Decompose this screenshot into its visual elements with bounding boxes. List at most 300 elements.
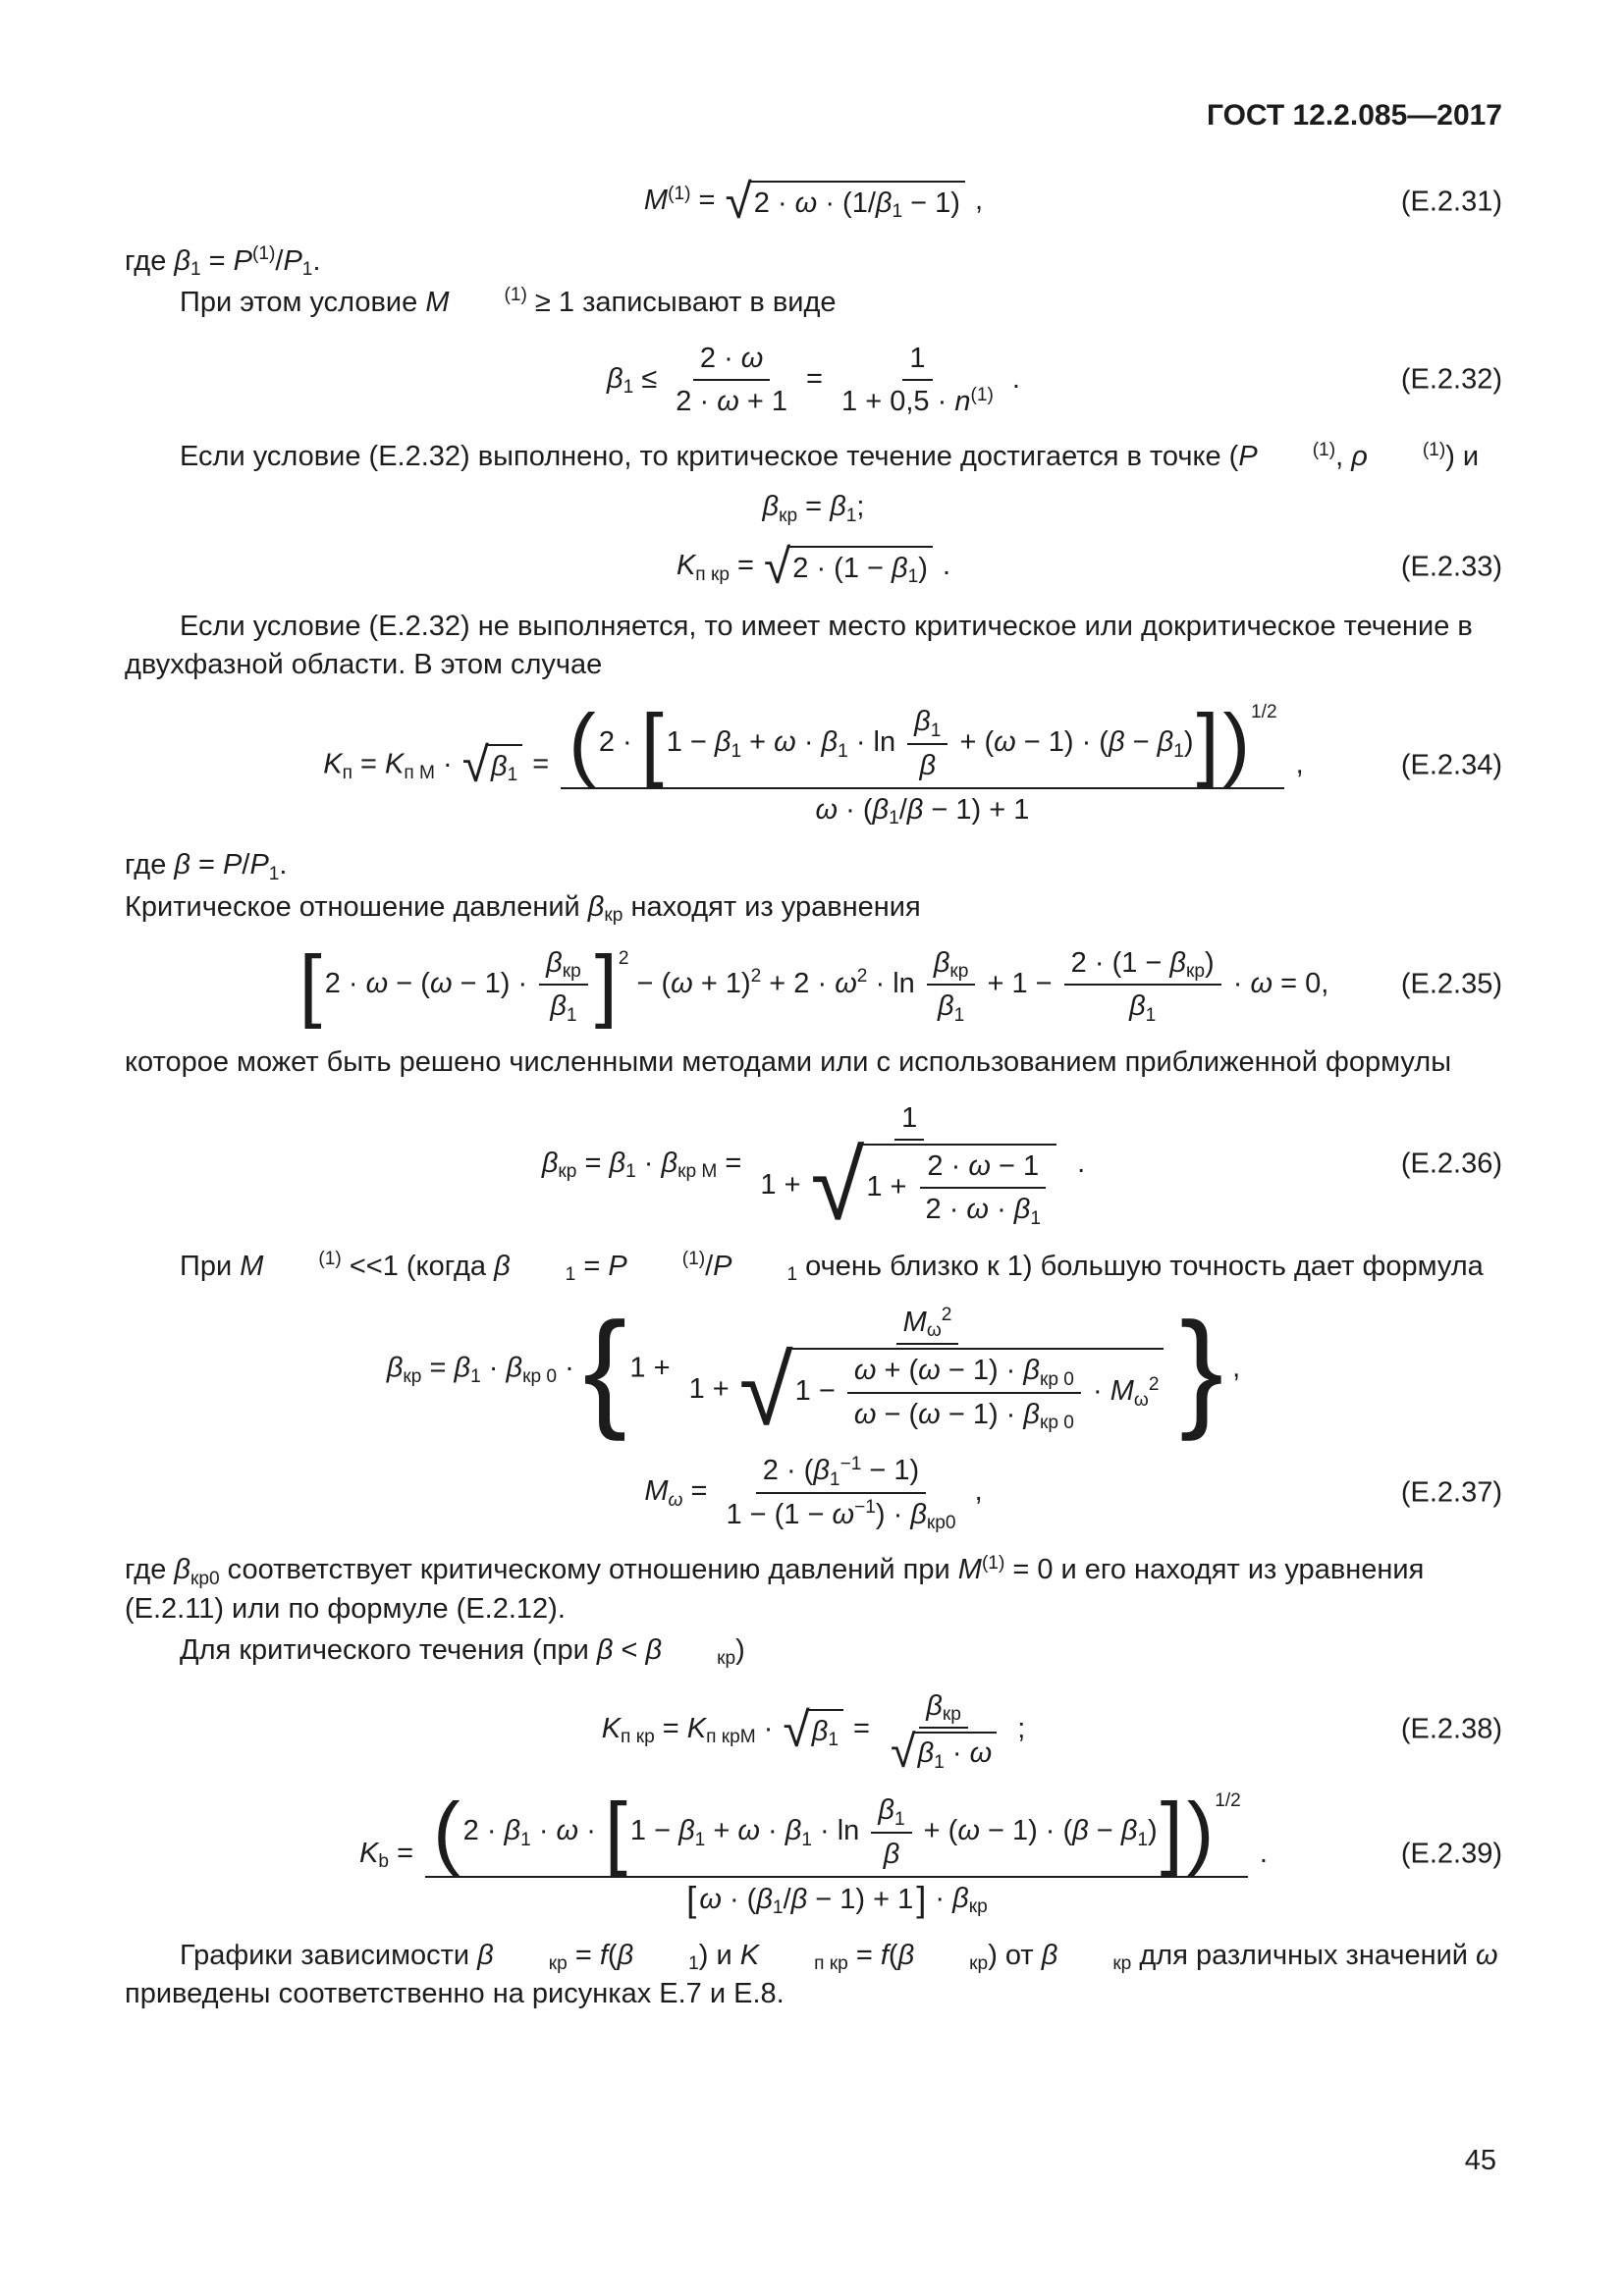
math-text: 2 bbox=[1148, 1374, 1160, 1396]
math-text: · ln bbox=[811, 1815, 868, 1847]
math-text: − 1) · bbox=[940, 1355, 1024, 1387]
page-number: 45 bbox=[1464, 2144, 1496, 2176]
math-text: . bbox=[1251, 1837, 1268, 1869]
fraction bbox=[1064, 944, 1221, 1026]
math-text: β bbox=[1120, 1815, 1138, 1847]
math-text: При этом условие bbox=[180, 286, 426, 318]
math-text: P bbox=[233, 244, 253, 277]
subscript bbox=[828, 1731, 839, 1749]
fenced-group bbox=[604, 1786, 1183, 1878]
math-text: 1 bbox=[623, 377, 634, 399]
math-text: 1 bbox=[909, 342, 926, 374]
math-text: , bbox=[966, 1475, 983, 1508]
superscript bbox=[1215, 1791, 1241, 1810]
math-text: 1 bbox=[934, 1751, 945, 1773]
math-text: кр bbox=[604, 904, 623, 926]
math-text: . bbox=[1069, 1148, 1086, 1179]
numerator bbox=[425, 1786, 1248, 1878]
subscript bbox=[567, 1006, 577, 1025]
subscript bbox=[404, 764, 435, 782]
math-text: β bbox=[661, 1148, 678, 1179]
math-text: ρ bbox=[1351, 441, 1368, 473]
math-text: 2 · bbox=[699, 342, 741, 374]
math-text: ( bbox=[888, 1939, 898, 1971]
open-fence: ( bbox=[433, 1786, 460, 1878]
denominator bbox=[669, 381, 794, 420]
math-text: 1 − bbox=[629, 1815, 679, 1847]
math-text: − 1) · bbox=[940, 1398, 1024, 1430]
math-text: ω bbox=[966, 1194, 990, 1226]
math-text: 2 · (1 − bbox=[792, 552, 893, 584]
math-text: 2 · (1 − bbox=[1070, 946, 1170, 979]
equation-number: (Е.2.36) bbox=[1400, 1148, 1502, 1180]
math-text: 1 bbox=[1137, 1829, 1149, 1850]
math-text: где bbox=[125, 849, 175, 881]
subscript bbox=[908, 567, 919, 586]
math-text: 1 bbox=[694, 1829, 706, 1850]
math-text: + 1 bbox=[738, 386, 787, 418]
math-text: 1 bbox=[301, 258, 313, 280]
numerator bbox=[693, 340, 771, 381]
math-text: ) bbox=[1205, 946, 1215, 979]
math-text: β bbox=[1013, 1194, 1031, 1226]
equation bbox=[125, 1452, 1502, 1533]
math-text: ) bbox=[735, 1633, 745, 1666]
denominator bbox=[808, 789, 1036, 828]
math-text: = bbox=[729, 550, 763, 582]
math-text: 1 bbox=[889, 808, 899, 829]
equation bbox=[125, 174, 1502, 230]
math-text: ω bbox=[737, 1815, 760, 1847]
math-text: β bbox=[607, 362, 623, 395]
math-text: ) bbox=[1148, 1815, 1158, 1847]
superscript bbox=[252, 244, 275, 263]
math-text: f bbox=[599, 1939, 608, 1971]
equation bbox=[125, 1099, 1502, 1241]
math-text: 1 bbox=[470, 1365, 481, 1387]
subscript bbox=[677, 1162, 717, 1181]
paragraph bbox=[125, 1043, 1502, 1082]
math-text: = bbox=[524, 748, 558, 780]
equation bbox=[125, 697, 1502, 829]
math-text: 1 bbox=[520, 1829, 531, 1850]
math-text: 2 · ( bbox=[762, 1455, 814, 1487]
math-text: 1 bbox=[1030, 1207, 1042, 1229]
math-text: Если условие (Е.2.32) не выполняется, то имеет место критическое или докритическое течение в двухфазной области. В этом случае bbox=[125, 610, 1473, 680]
math-text: β bbox=[906, 793, 924, 826]
math-text: β bbox=[1108, 726, 1125, 759]
fraction bbox=[682, 1304, 1173, 1446]
math-text: − 1) bbox=[861, 1455, 920, 1487]
math-text: кр bbox=[548, 1952, 568, 1974]
math-text: = bbox=[575, 1250, 609, 1282]
math-text: 2 · bbox=[324, 967, 366, 999]
math-text: n bbox=[954, 386, 971, 418]
superscript bbox=[840, 1455, 862, 1473]
fraction bbox=[561, 697, 1283, 829]
subscript bbox=[190, 1570, 220, 1588]
math-line bbox=[359, 1786, 1268, 1920]
math-text: кр bbox=[403, 1365, 422, 1387]
math-line bbox=[541, 1099, 1086, 1241]
denominator bbox=[882, 1726, 1005, 1778]
equation-number: (Е.2.31) bbox=[1400, 185, 1502, 217]
math-text: . bbox=[1003, 362, 1020, 395]
subscript bbox=[927, 1321, 942, 1340]
math-text: = bbox=[690, 185, 724, 217]
math-text: · bbox=[530, 1815, 557, 1847]
math-text: кр bbox=[949, 961, 969, 983]
math-text: При bbox=[180, 1250, 241, 1282]
math-text: 1 bbox=[189, 258, 201, 280]
math-text: ω bbox=[429, 967, 453, 999]
math-text: кр bbox=[1112, 1952, 1132, 1974]
math-text: (1) bbox=[681, 1249, 706, 1270]
fraction bbox=[871, 1791, 911, 1873]
superscript bbox=[263, 1250, 341, 1268]
math-text: = bbox=[682, 1475, 716, 1508]
subscript bbox=[669, 1491, 683, 1510]
math-text: = bbox=[200, 244, 234, 277]
math-text: / bbox=[898, 793, 907, 826]
math-text: P bbox=[283, 244, 302, 277]
subscript bbox=[508, 766, 518, 784]
subscript bbox=[931, 721, 942, 740]
radicand bbox=[750, 181, 965, 223]
math-text: ) bbox=[918, 552, 928, 584]
math-line bbox=[676, 539, 951, 595]
math-text: β bbox=[1129, 990, 1146, 1023]
subscript bbox=[830, 1470, 840, 1489]
math-text: M bbox=[643, 185, 669, 217]
math-text: β bbox=[541, 1148, 559, 1179]
fence-body bbox=[626, 1304, 1179, 1446]
fenced-group bbox=[582, 1295, 1224, 1446]
math-text: кр bbox=[942, 1704, 961, 1726]
math-text: = 0, bbox=[1272, 967, 1329, 999]
math-text: β bbox=[892, 552, 908, 584]
math-text: P bbox=[1238, 441, 1258, 473]
math-text: (1) bbox=[981, 1552, 1005, 1574]
math-text: Критическое отношение давлений bbox=[125, 890, 588, 923]
numerator bbox=[919, 1687, 968, 1729]
document-header: ГОСТ 12.2.085—2017 bbox=[1206, 99, 1502, 132]
math-text: . bbox=[934, 550, 951, 582]
math-text: кр bbox=[717, 1648, 736, 1670]
math-text: / bbox=[275, 244, 284, 277]
math-text: − bbox=[1088, 1815, 1121, 1847]
equation-number: (Е.2.33) bbox=[1400, 550, 1502, 582]
math-text: P bbox=[249, 849, 269, 881]
radical-sign: √ bbox=[891, 1726, 916, 1778]
math-text: β bbox=[490, 751, 508, 783]
math-text: ω bbox=[1250, 967, 1273, 999]
math-text: = bbox=[421, 1352, 455, 1384]
math-text: 2 bbox=[941, 1305, 952, 1326]
math-text: 2 · bbox=[927, 1150, 969, 1183]
subscript bbox=[1040, 1370, 1074, 1389]
superscript bbox=[627, 1250, 705, 1268]
math-text: β bbox=[919, 749, 937, 781]
math-text: кр bbox=[969, 1952, 989, 1974]
math-text: (1) bbox=[318, 1249, 342, 1270]
math-text: кр 0 bbox=[522, 1365, 558, 1387]
math-text: кр 0 bbox=[1039, 1368, 1074, 1390]
math-text: 2 · bbox=[676, 386, 718, 418]
subscript bbox=[731, 742, 741, 761]
math-text: кр 0 bbox=[1039, 1413, 1074, 1434]
math-text: 1 bbox=[953, 1004, 965, 1026]
math-text: 1 bbox=[565, 1264, 576, 1286]
denominator bbox=[835, 381, 1001, 420]
fraction bbox=[669, 340, 794, 421]
math-text: β bbox=[790, 1884, 808, 1916]
open-fence: { bbox=[582, 1295, 627, 1442]
subscript bbox=[621, 1728, 655, 1746]
math-text: K bbox=[601, 1712, 622, 1744]
denominator bbox=[678, 1878, 995, 1919]
math-text: 1/2 bbox=[1251, 701, 1277, 722]
subscript bbox=[623, 378, 634, 397]
math-text: п кр bbox=[621, 1727, 655, 1748]
math-line bbox=[643, 174, 984, 230]
math-text: β bbox=[504, 1815, 521, 1847]
subscript bbox=[662, 1649, 735, 1668]
math-text: · bbox=[944, 1737, 970, 1770]
fraction bbox=[719, 1452, 962, 1533]
math-text: Если условие (Е.2.32) выполнено, то критическое течение достигается в точке ( bbox=[180, 441, 1239, 473]
paragraph bbox=[125, 1937, 1502, 2013]
math-text: 1 bbox=[1145, 1004, 1157, 1026]
math-text: = bbox=[797, 491, 831, 523]
math-text: · bbox=[1084, 1375, 1110, 1408]
math-line bbox=[607, 340, 1020, 421]
math-line bbox=[386, 1295, 1241, 1446]
math-text: − ( bbox=[876, 1398, 919, 1430]
math-text: (1) bbox=[504, 285, 527, 306]
superscript bbox=[751, 967, 762, 986]
subscript bbox=[838, 742, 848, 761]
math-text: + 1) bbox=[692, 967, 751, 999]
equation-number: (Е.2.39) bbox=[1400, 1838, 1502, 1870]
close-fence: ] bbox=[1160, 1786, 1183, 1878]
math-text: 1 + bbox=[629, 1352, 678, 1384]
math-text: β bbox=[386, 1352, 404, 1384]
math-text: 1 bbox=[507, 765, 518, 786]
math-text: приведены соответственно на рисунках Е.7 и Е.8. bbox=[125, 1977, 785, 2009]
math-text: β bbox=[926, 1689, 943, 1722]
math-text: ω bbox=[918, 1398, 941, 1430]
math-text: β bbox=[714, 726, 731, 759]
math-text: ) bbox=[1183, 726, 1194, 759]
math-text: β bbox=[506, 1352, 523, 1384]
math-text: , bbox=[1287, 748, 1304, 780]
math-text: 1 bbox=[828, 1730, 839, 1751]
subscript bbox=[914, 1954, 988, 1973]
denominator bbox=[919, 1189, 1049, 1228]
math-text: 1 bbox=[772, 1897, 784, 1919]
superscript bbox=[857, 967, 868, 986]
paragraph bbox=[125, 1631, 1502, 1670]
math-text: β bbox=[813, 1455, 830, 1487]
math-text: − 1) + 1 bbox=[807, 1884, 914, 1916]
math-text: + ( bbox=[876, 1355, 919, 1387]
numerator bbox=[871, 1791, 911, 1833]
math-text: β bbox=[883, 1838, 900, 1870]
math-text: (1) bbox=[1312, 439, 1336, 460]
math-text: (1) bbox=[970, 384, 994, 405]
close-fence: ] bbox=[594, 937, 618, 1030]
denominator bbox=[931, 986, 971, 1025]
paragraph bbox=[125, 888, 1502, 927]
math-text: ω bbox=[994, 726, 1016, 759]
equation-number: (Е.2.34) bbox=[1400, 749, 1502, 781]
superscript bbox=[619, 949, 629, 968]
math-text: M bbox=[957, 1554, 982, 1586]
square-root bbox=[891, 1726, 997, 1778]
denominator bbox=[877, 1834, 907, 1873]
math-text: · bbox=[927, 1882, 953, 1914]
open-fence: [ bbox=[640, 697, 664, 789]
subscript bbox=[889, 809, 899, 828]
math-text: 2 · bbox=[925, 1194, 967, 1226]
superscript bbox=[1251, 703, 1277, 721]
denominator bbox=[682, 1335, 1173, 1446]
math-text: / bbox=[783, 1884, 791, 1916]
square-root bbox=[461, 737, 522, 793]
math-text: β bbox=[756, 1884, 773, 1916]
math-text: β bbox=[897, 1939, 915, 1971]
math-text: 1 bbox=[1173, 740, 1184, 762]
equation bbox=[125, 937, 1502, 1030]
math-text: очень близко к 1) большую точность дает формула bbox=[797, 1250, 1484, 1282]
paragraph bbox=[125, 242, 1502, 281]
math-text: Для критического течения (при bbox=[180, 1633, 597, 1666]
subscript bbox=[695, 565, 730, 584]
math-text: K bbox=[359, 1837, 379, 1869]
math-text: 1 bbox=[625, 1161, 636, 1183]
math-text: ≤ bbox=[633, 362, 666, 395]
math-text: · bbox=[578, 1815, 604, 1847]
math-text: β bbox=[872, 793, 890, 826]
math-text: β bbox=[830, 491, 846, 523]
subscript bbox=[1137, 1831, 1148, 1849]
math-text: ω bbox=[968, 1150, 991, 1183]
math-text: K bbox=[385, 748, 405, 780]
math-text: ω bbox=[853, 1398, 877, 1430]
denominator bbox=[912, 745, 943, 784]
subscript bbox=[494, 1954, 568, 1973]
math-text: ω bbox=[969, 1737, 993, 1770]
math-text: ω bbox=[365, 967, 389, 999]
math-text: − bbox=[1124, 726, 1158, 759]
math-text: 1 bbox=[786, 1264, 798, 1286]
math-text: , bbox=[1335, 441, 1352, 473]
math-text: β bbox=[550, 990, 567, 1023]
subscript bbox=[520, 1831, 531, 1849]
math-text: = bbox=[576, 1148, 610, 1179]
subscript bbox=[343, 764, 352, 782]
fence-body bbox=[696, 1882, 916, 1917]
math-text: ≥ 1 записывают в виде bbox=[526, 286, 837, 318]
math-text: · bbox=[557, 1352, 582, 1384]
math-text: находят из уравнения bbox=[623, 890, 921, 923]
math-text: M bbox=[240, 1250, 264, 1282]
math-text: где bbox=[125, 1554, 175, 1586]
math-text: 2 · bbox=[598, 726, 640, 759]
math-text: β bbox=[609, 1148, 626, 1179]
math-text: K bbox=[676, 550, 696, 582]
fenced-group bbox=[298, 937, 618, 1030]
math-text: ) от bbox=[988, 1939, 1042, 1971]
math-text: 1 − bbox=[794, 1375, 843, 1408]
numerator bbox=[539, 944, 588, 986]
superscript bbox=[854, 1498, 876, 1517]
math-text: = bbox=[797, 362, 832, 395]
math-line bbox=[762, 491, 865, 526]
math-text: β bbox=[933, 946, 950, 979]
square-root bbox=[810, 1131, 1056, 1241]
subscript bbox=[1134, 1391, 1149, 1410]
centered-relation bbox=[125, 488, 1502, 526]
subscript bbox=[1040, 1414, 1074, 1432]
math-text: −1 bbox=[854, 1497, 876, 1519]
math-text: β bbox=[1023, 1355, 1040, 1387]
math-text: ω bbox=[815, 793, 839, 826]
math-text: . bbox=[279, 849, 288, 881]
math-text: (1) bbox=[252, 242, 276, 264]
radical-sign: √ bbox=[461, 737, 489, 793]
fenced-group bbox=[433, 1786, 1215, 1878]
numerator bbox=[756, 1452, 926, 1493]
math-text: β bbox=[785, 1815, 802, 1847]
math-text: + 2 · bbox=[761, 967, 836, 999]
subscript bbox=[894, 1810, 905, 1829]
fraction bbox=[847, 1352, 1081, 1433]
math-text: (1) bbox=[1422, 439, 1446, 460]
subscript bbox=[695, 1831, 706, 1849]
math-text: ; bbox=[1009, 1712, 1026, 1744]
math-text: + 1 − bbox=[979, 967, 1060, 999]
math-text: · bbox=[434, 748, 460, 780]
subscript bbox=[625, 1162, 636, 1181]
fraction bbox=[919, 1148, 1049, 1229]
math-text: кр0 bbox=[189, 1568, 220, 1589]
paragraph bbox=[125, 1248, 1502, 1286]
math-text: β bbox=[174, 244, 190, 277]
math-text: = bbox=[844, 1712, 879, 1744]
math-text: 1 bbox=[731, 740, 742, 762]
fence-body bbox=[596, 697, 1223, 789]
subscript bbox=[522, 1367, 557, 1386]
equation bbox=[125, 1295, 1502, 1446]
subscript bbox=[403, 1367, 421, 1386]
equation-number: (Е.2.35) bbox=[1400, 968, 1502, 1000]
subscript bbox=[731, 1265, 797, 1284]
math-text: β bbox=[1169, 946, 1186, 979]
math-text: 1 bbox=[901, 1101, 918, 1134]
equation-number: (Е.2.37) bbox=[1400, 1476, 1502, 1509]
math-text: , bbox=[966, 185, 984, 217]
math-text: β bbox=[938, 990, 954, 1023]
math-text: − 1) · bbox=[452, 967, 536, 999]
math-text: для различных значений bbox=[1131, 1939, 1477, 1971]
subscript bbox=[511, 1265, 576, 1284]
math-text: / bbox=[242, 849, 250, 881]
paragraph bbox=[125, 846, 1502, 884]
math-text: / bbox=[705, 1250, 714, 1282]
math-text: β bbox=[546, 946, 563, 979]
